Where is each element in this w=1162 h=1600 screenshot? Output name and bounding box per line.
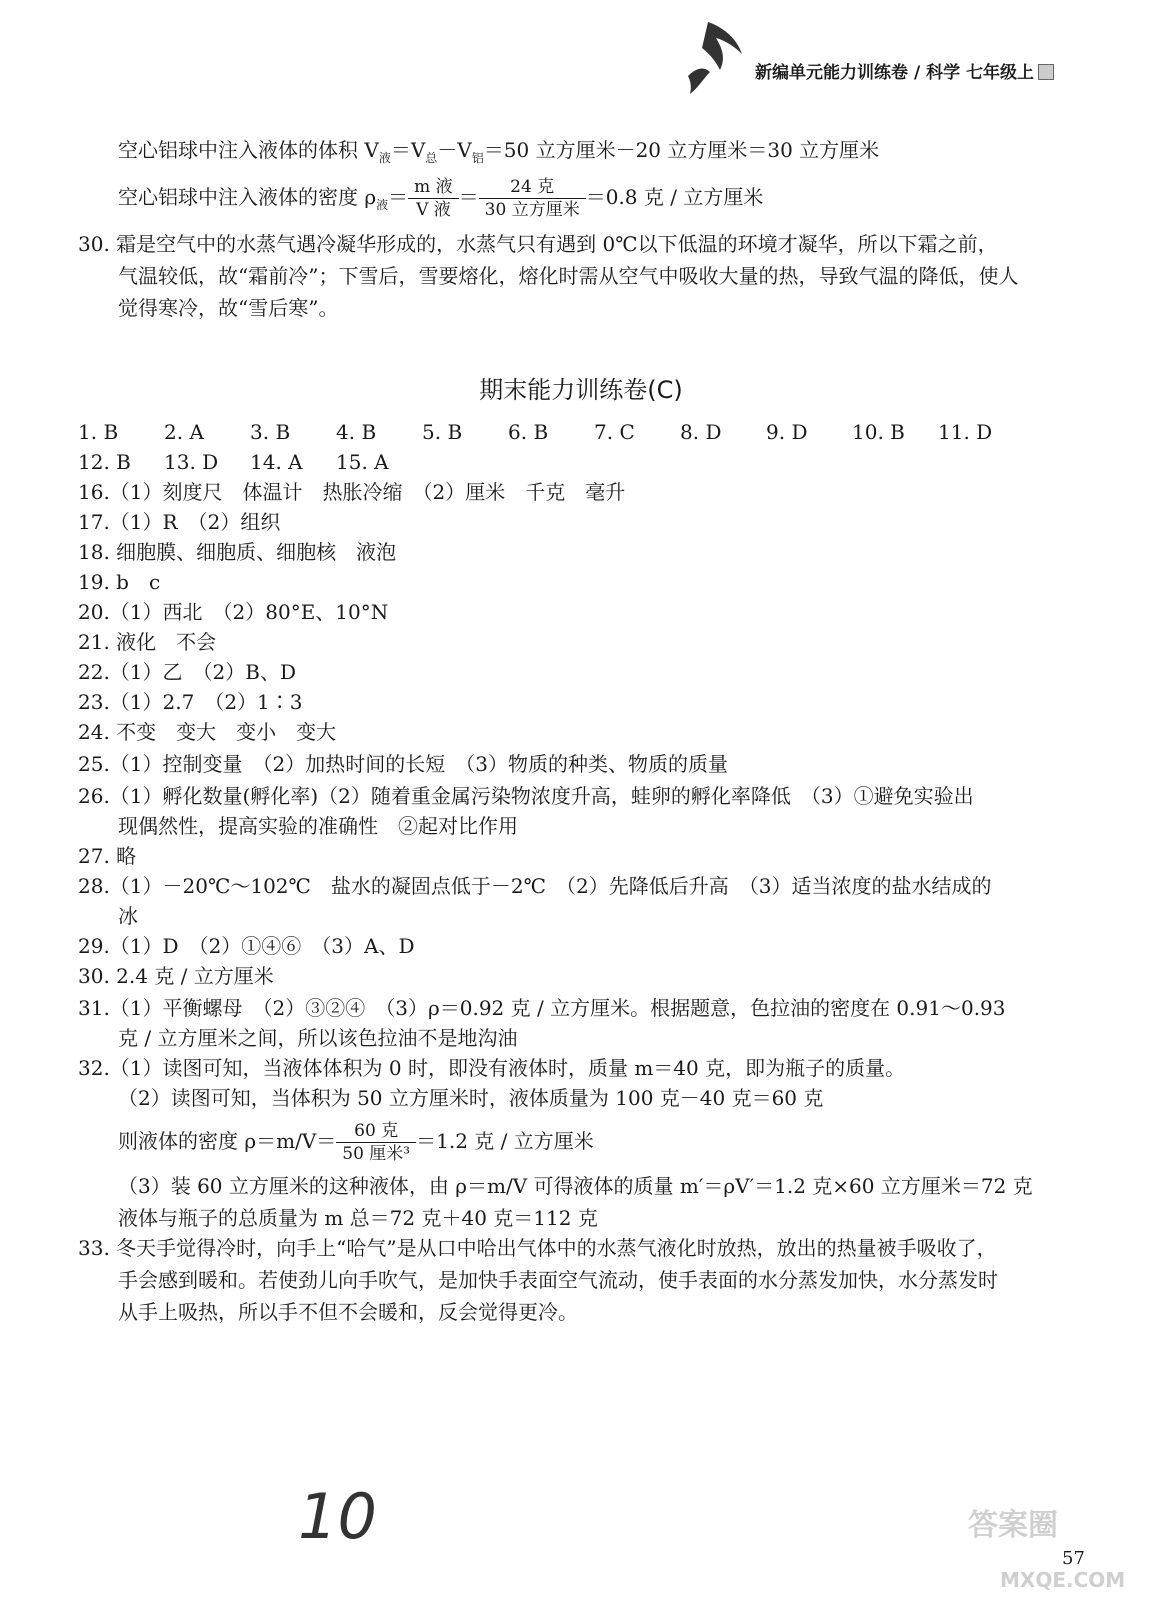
answer-26-line-1: 26.（1）孵化数量(孵化率)（2）随着重金属污染物浓度升高，蛙卵的孵化率降低 （3）①避免实验出 [78, 784, 974, 808]
answer-26-line-2: 现偶然性，提高实验的准确性 ②起对比作用 [118, 814, 518, 838]
section-title: 期末能力训练卷(C) [479, 376, 683, 404]
mc-answer: 7. C [594, 420, 635, 444]
page-number: 57 [1062, 1548, 1085, 1569]
answer-32-line-1: 32.（1）读图可知，当液体体积为 0 时，即没有液体时，质量 m＝40 克，即为瓶子的质量。 [78, 1056, 906, 1080]
answer-25: 25.（1）控制变量 （2）加热时间的长短 （3）物质的种类、物质的质量 [78, 752, 728, 776]
mc-answer: 15. A [336, 450, 389, 474]
q30-line-3: 觉得寒冷，故“雪后寒”。 [118, 296, 339, 320]
volume-line: 空心铝球中注入液体的体积 $V_液=V_总-V_铝=50$ 立方厘米－20 立方厘米＝30 立方厘米 [118, 138, 880, 165]
q30-line-2: 气温较低，故“霜前冷”；下雪后，雪要熔化，熔化时需从空气中吸收大量的热，导致气温的降低，使人 [118, 264, 1019, 288]
answer-29: 29.（1）D （2）①④⑥ （3）A、D [78, 934, 415, 958]
mc-answer: 1. B [78, 420, 119, 444]
mc-answer: 11. D [938, 420, 993, 444]
watermark-text: 答案圈 [968, 1508, 1058, 1543]
answer-31-line-1: 31.（1）平衡螺母 （2）③②④ （3）ρ＝0.92 克 / 立方厘米。根据题意，色拉油的密度在 0.91～0.93 [78, 996, 1006, 1020]
mc-answer: 13. D [164, 450, 219, 474]
answer-21: 21. 液化 不会 [78, 630, 217, 654]
answer-33-line-1: 33. 冬天手觉得冷时，向手上“哈气”是从口中哈出气体中的水蒸气液化时放热，放出的热量被手吸收了， [78, 1236, 997, 1260]
mc-answer: 4. B [336, 420, 377, 444]
answer-28-line-2: 冰 [118, 904, 138, 928]
answer-16: 16.（1）刻度尺 体温计 热胀冷缩 （2）厘米 千克 毫升 [78, 480, 626, 504]
answer-32-line-2: （2）读图可知，当体积为 50 立方厘米时，液体质量为 100 克－40 克＝60 克 [118, 1086, 824, 1110]
answer-27: 27. 略 [78, 844, 137, 868]
answer-33-line-3: 从手上吸热，所以手不但不会暖和，反会觉得更冷。 [118, 1300, 578, 1324]
fraction-m-over-v: $\frac{\text{m 液}}{\text{V 液}}$ [408, 176, 459, 221]
answer-30: 30. 2.4 克 / 立方厘米 [78, 964, 274, 988]
fraction-density: $\frac{\text{60 克}}{\text{50 厘米³}}$ [336, 1120, 416, 1165]
answer-22: 22.（1）乙 （2）B、D [78, 660, 296, 684]
mc-answer: 6. B [508, 420, 549, 444]
watermark-url: MXQE.COM [1000, 1568, 1126, 1592]
handwritten-mark: 10 [298, 1480, 377, 1553]
mc-answer: 2. A [164, 420, 204, 444]
fraction-values: $\frac{\text{24 克}}{\text{30 立方厘米}}$ [479, 176, 586, 221]
q30-line-1: 30. 霜是空气中的水蒸气遇冷凝华形成的，水蒸气只有遇到 0℃以下低温的环境才凝华，所以下霜之前， [78, 232, 998, 256]
mc-answer: 10. B [852, 420, 905, 444]
mc-answer: 9. D [766, 420, 808, 444]
answer-19: 19. b c [78, 570, 161, 594]
answer-32-line-4: （3）装 60 立方厘米的这种液体，由 ρ＝m/V 可得液体的质量 m′＝ρV′＝1.2 克×60 立方厘米＝72 克 [118, 1174, 1033, 1198]
mc-answer: 14. A [250, 450, 303, 474]
answer-18: 18. 细胞膜、细胞质、细胞核 液泡 [78, 540, 397, 564]
answer-23: 23.（1）2.7 （2）1∶3 [78, 690, 303, 714]
header-square-icon [1038, 64, 1054, 80]
mc-answer: 12. B [78, 450, 131, 474]
answer-32-line-3: 则液体的密度 ρ＝m/V＝ $\frac{\text{60 克}}{\text{50 厘米³}}$ ＝1.2 克 / 立方厘米 [118, 1121, 594, 1164]
mc-row-2 [78, 448, 422, 476]
mc-answer: 8. D [680, 420, 722, 444]
answer-31-line-2: 克 / 立方厘米之间，所以该色拉油不是地沟油 [118, 1026, 518, 1050]
answer-24: 24. 不变 变大 变小 变大 [78, 720, 337, 744]
density-line: 空心铝球中注入液体的密度 $\rho_液=$ $\frac{\text{m 液}}{\text{V 液}}$ ＝ $\frac{\text{24 克}}{\text{30 立方厘米}}$ ＝0.8 克 / 立方厘米 [118, 177, 764, 220]
answer-17: 17.（1）R （2）组织 [78, 510, 281, 534]
answer-20: 20.（1）西北 （2）80°E、10°N [78, 600, 389, 624]
answer-28-line-1: 28.（1）－20℃～102℃ 盐水的凝固点低于－2℃ （2）先降低后升高 （3）适当浓度的盐水结成的 [78, 874, 992, 898]
mc-answer: 5. B [422, 420, 463, 444]
answer-32-line-5: 液体与瓶子的总质量为 m 总＝72 克＋40 克＝112 克 [118, 1206, 598, 1230]
running-header [755, 58, 1054, 83]
mc-answer: 3. B [250, 420, 291, 444]
mc-row-1 [78, 418, 992, 446]
bird-logo-icon [680, 18, 750, 98]
header-text: 新编单元能力训练卷 / 科学 七年级上 [755, 63, 1034, 83]
answer-33-line-2: 手会感到暖和。若使劲儿向手吹气，是加快手表面空气流动，使手表面的水分蒸发加快，水分蒸发时 [118, 1268, 998, 1292]
